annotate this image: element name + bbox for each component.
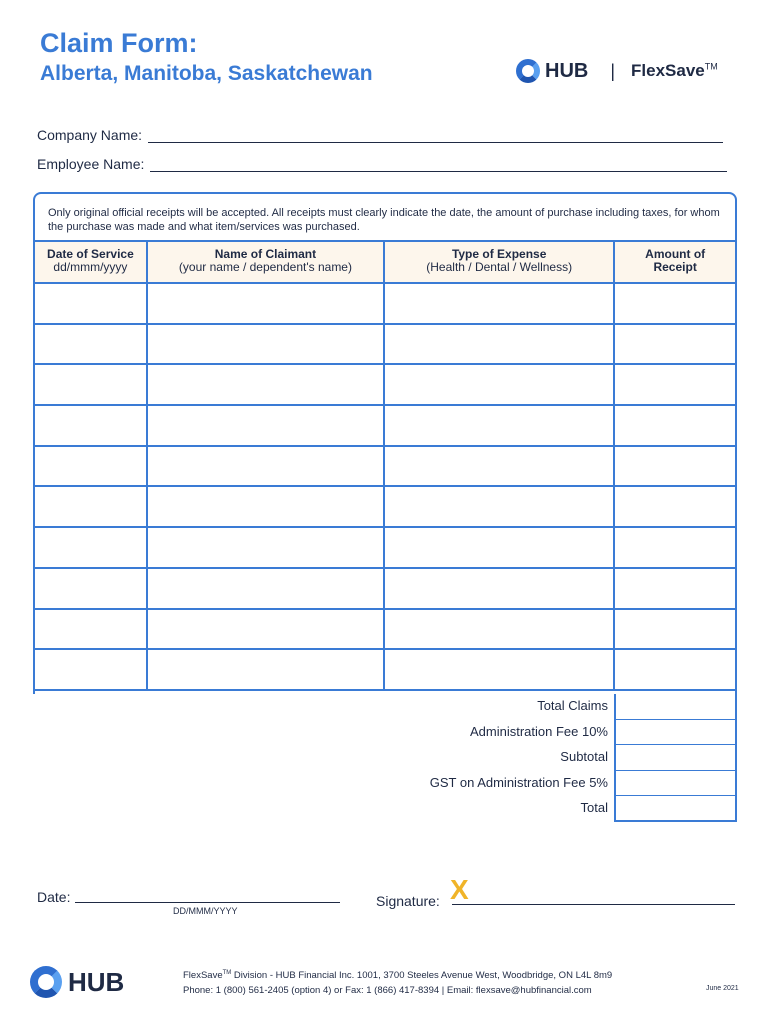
totals-row bbox=[0, 796, 770, 822]
signature-x-mark: X bbox=[450, 874, 469, 905]
footer-phone-email: Phone: 1 (800) 561-2405 (option 4) or Fax: 1 (866) 417-8394 | Email: flexsave@hubfinancial.com bbox=[183, 985, 592, 997]
table-header-row bbox=[34, 241, 736, 283]
amount-cell[interactable] bbox=[614, 486, 736, 527]
date-cell[interactable] bbox=[34, 405, 147, 446]
totals-row bbox=[0, 720, 770, 746]
totals-value-field[interactable] bbox=[614, 796, 737, 822]
claimant-cell[interactable] bbox=[147, 405, 384, 446]
expense-cell[interactable] bbox=[384, 609, 614, 650]
footer-hub-text: HUB bbox=[68, 966, 125, 997]
table-row bbox=[34, 609, 736, 650]
table-row bbox=[34, 486, 736, 527]
signature-field[interactable] bbox=[452, 904, 735, 905]
date-format-hint: DD/MMM/YYYY bbox=[173, 906, 238, 916]
date-field[interactable] bbox=[75, 902, 340, 903]
amount-cell[interactable] bbox=[614, 364, 736, 405]
totals-label: Subtotal bbox=[560, 749, 608, 765]
receipts-table bbox=[33, 240, 737, 691]
claimant-cell[interactable] bbox=[147, 568, 384, 609]
date-cell[interactable] bbox=[34, 527, 147, 568]
expense-cell[interactable] bbox=[384, 405, 614, 446]
expense-cell[interactable] bbox=[384, 364, 614, 405]
footer-address: FlexSave™ Division - HUB Financial Inc. 1001, 3700 Steeles Avenue West, Woodbridge, ON L4L 8m9 bbox=[183, 970, 613, 982]
table-row bbox=[34, 405, 736, 446]
amount-cell[interactable] bbox=[614, 568, 736, 609]
date-label: Date: bbox=[37, 889, 71, 905]
table-row bbox=[34, 649, 736, 690]
company-name-row bbox=[37, 127, 723, 143]
revision-date: June 2021 bbox=[706, 985, 739, 992]
amount-cell[interactable] bbox=[614, 527, 736, 568]
expense-cell[interactable] bbox=[384, 527, 614, 568]
table-row bbox=[34, 364, 736, 405]
flexsave-logo-text: FlexSave™ bbox=[631, 61, 718, 80]
claimant-cell[interactable] bbox=[147, 609, 384, 650]
totals-label: Total Claims bbox=[537, 698, 608, 713]
claimant-cell[interactable] bbox=[147, 486, 384, 527]
date-cell[interactable] bbox=[34, 486, 147, 527]
logo-separator: | bbox=[610, 60, 616, 81]
hub-logo-icon bbox=[30, 966, 62, 998]
expense-cell[interactable] bbox=[384, 446, 614, 487]
footer-contact bbox=[183, 966, 612, 998]
amount-cell[interactable] bbox=[614, 283, 736, 324]
amount-cell[interactable] bbox=[614, 405, 736, 446]
date-cell[interactable] bbox=[34, 324, 147, 365]
date-cell[interactable] bbox=[34, 283, 147, 324]
form-title: Claim Form: bbox=[40, 28, 198, 58]
column-header-expense: Type of Expense (Health / Dental / Wellness) bbox=[384, 241, 614, 283]
claimant-cell[interactable] bbox=[147, 324, 384, 365]
amount-cell[interactable] bbox=[614, 324, 736, 365]
expense-cell[interactable] bbox=[384, 486, 614, 527]
company-name-label: Company Name: bbox=[37, 127, 143, 143]
table-row bbox=[34, 527, 736, 568]
totals-label: Administration Fee 10% bbox=[469, 723, 608, 739]
claimant-cell[interactable] bbox=[147, 649, 384, 690]
amount-cell[interactable] bbox=[614, 609, 736, 650]
totals-value-field[interactable] bbox=[614, 771, 737, 797]
table-row bbox=[34, 446, 736, 487]
date-cell[interactable] bbox=[34, 568, 147, 609]
employee-name-row bbox=[37, 156, 727, 172]
claimant-cell[interactable] bbox=[147, 527, 384, 568]
company-name-field[interactable] bbox=[148, 129, 723, 143]
claimant-cell[interactable] bbox=[147, 283, 384, 324]
totals-value-field[interactable] bbox=[614, 720, 737, 746]
expense-cell[interactable] bbox=[384, 283, 614, 324]
date-cell[interactable] bbox=[34, 649, 147, 690]
totals-value-field[interactable] bbox=[614, 694, 737, 720]
totals-row bbox=[0, 745, 770, 771]
hub-logo-text: HUB bbox=[545, 59, 589, 82]
column-header-claimant: Name of Claimant (your name / dependent's name) bbox=[147, 241, 384, 283]
totals-label: Total bbox=[580, 800, 608, 816]
brand-logo bbox=[516, 58, 718, 84]
claimant-cell[interactable] bbox=[147, 446, 384, 487]
footer-logo bbox=[30, 966, 124, 998]
employee-name-label: Employee Name: bbox=[37, 156, 145, 172]
totals-row bbox=[0, 771, 770, 797]
form-subtitle: Alberta, Manitoba, Saskatchewan bbox=[40, 62, 373, 85]
signature-label: Signature: bbox=[376, 893, 440, 909]
expense-cell[interactable] bbox=[384, 324, 614, 365]
table-row bbox=[34, 568, 736, 609]
amount-cell[interactable] bbox=[614, 649, 736, 690]
amount-cell[interactable] bbox=[614, 446, 736, 487]
hub-logo-icon bbox=[516, 59, 540, 83]
claimant-cell[interactable] bbox=[147, 364, 384, 405]
column-header-date: Date of Service dd/mmm/yyyy bbox=[34, 241, 147, 283]
totals-value-field[interactable] bbox=[614, 745, 737, 771]
totals-row bbox=[0, 694, 770, 720]
expense-cell[interactable] bbox=[384, 568, 614, 609]
table-row bbox=[34, 324, 736, 365]
table-row bbox=[34, 283, 736, 324]
employee-name-field[interactable] bbox=[150, 158, 727, 172]
expense-cell[interactable] bbox=[384, 649, 614, 690]
totals-label: GST on Administration Fee 5% bbox=[429, 774, 608, 790]
receipts-notice: Only original official receipts will be accepted. All receipts must clearly indicate the date, the amount of purchase including taxes, for whom the purchase was made and what item/services was purchased. bbox=[48, 207, 720, 233]
date-cell[interactable] bbox=[34, 609, 147, 650]
date-cell[interactable] bbox=[34, 446, 147, 487]
column-header-amount: Amount of Receipt bbox=[614, 241, 736, 283]
date-cell[interactable] bbox=[34, 364, 147, 405]
